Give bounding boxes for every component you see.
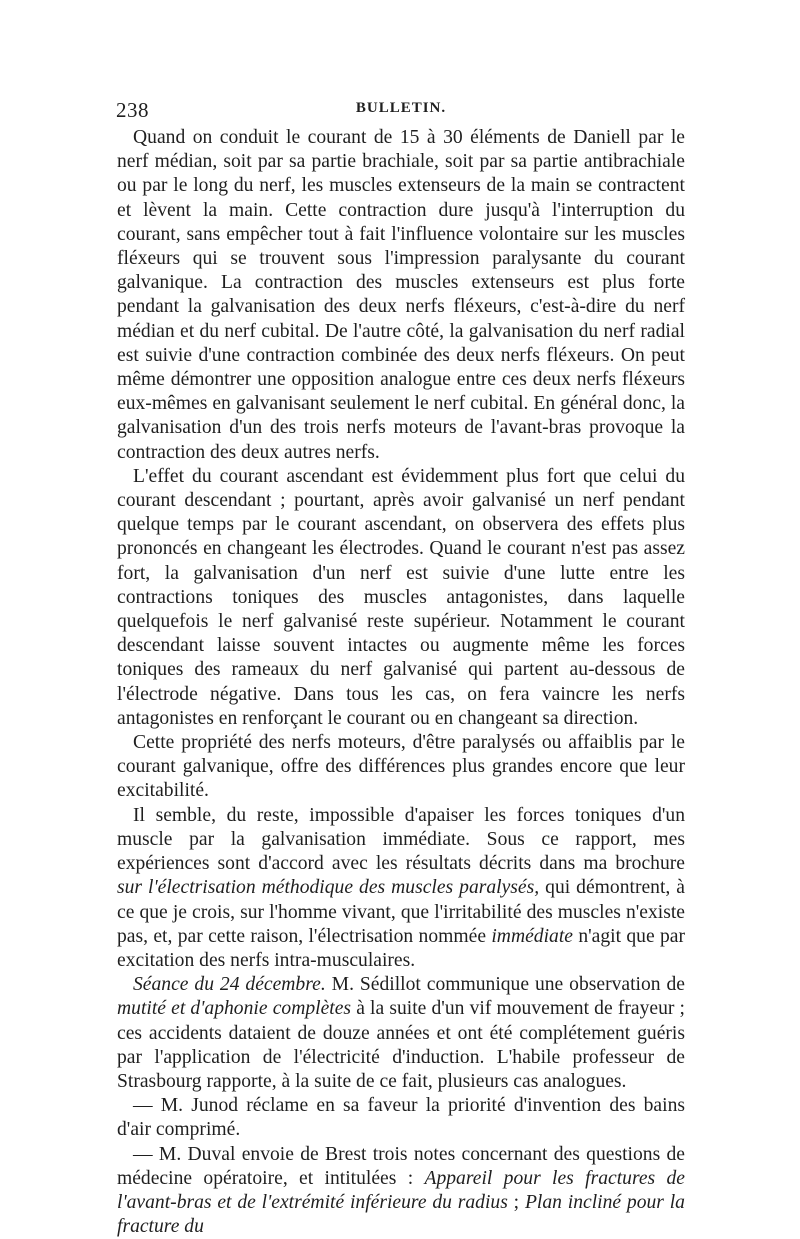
emphasis-term: mutité et d'aphonie complètes [117,998,352,1020]
running-head: BULLETIN. [355,100,447,116]
paragraph-propriete-nerfs: Cette propriété des nerfs moteurs, d'être paralysés ou affaiblis par le courant galvanique, offre des différences plus grandes encore que leur excitabilité. [117,732,685,802]
paragraph-text-segment: — M. Duval envoie de Brest trois notes concernant des questions de médecine opératoire, et intitulées : [117,1143,685,1189]
paragraph-text-segment: qui démontrent, à ce que je crois, sur l'homme vivant, que l'irritabilité des muscles n'existe pas, et, par cette raison, l'électrisation nommée [117,877,685,947]
paragraph-text-segment: ; [507,1191,525,1213]
page-number: 238 [116,98,149,122]
paragraph-junod: — M. Junod réclame en sa faveur la priorité d'invention des bains d'air comprimé. [117,1095,685,1141]
note-title: Plan incliné pour la fracture du [117,1191,685,1238]
paragraph-text-segment: Il semble, du reste, impossible d'apaiser les forces toniques d'un muscle par la galvanisation immédiate. Sous ce rapport, mes expériences sont d'accord avec les résultats décrits dans ma brochure [117,804,685,875]
paragraph-galvanisation-nerfs: Quand on conduit le courant de 15 à 30 éléments de Daniell par le nerf médian, soit par sa partie brachiale, soit par sa partie antibrachiale ou par le long du nerf, les muscles extenseurs de la main se contractent et lèvent la main. Cette contraction dure jusqu'à l'interruption du courant, sans empêcher tout à fait l'influence volontaire sur les muscles fléxeurs qui se trouvent sous l'impression paralysante du courant galvanique. La contraction des muscles extenseurs est plus forte pendant la galvanisation des deux nerfs fléxeurs, c'est-à-dire du nerf médian et du nerf cubital. De l'autre côté, la galvanisation du nerf radial est suivie d'une contraction combinée des deux nerfs fléxeurs. On peut même démontrer une opposition analogue entre ces deux nerfs fléxeurs eux-mêmes en galvanisant seulement le nerf cubital. En général donc, la galvanisation d'un des trois nerfs moteurs de l'avant-bras provoque la contraction des deux autres nerfs. [117,127,685,463]
emphasis-term: immédiate [491,925,573,947]
paragraph-forces-toniques [117,804,685,973]
body-text [117,126,685,1239]
paragraph-seance [117,973,685,1094]
paragraph-text-segment: à la suite d'un vif mouvement de frayeur ; ces accidents dataient de douze années et ont été complétement guéris par l'application de l'électricité d'induction. L'habile professeur de Strasbourg rapporte, à la suite de ce fait, plusieurs cas analogues. [117,998,685,1092]
brochure-title: sur l'électrisation méthodique des muscles paralysés, [117,877,540,899]
paragraph-duval [117,1143,685,1239]
session-date: Séance du 24 décembre. [133,974,326,996]
note-title: Appareil pour les fractures de l'avant-bras et de l'extrémité inférieure du radius [117,1167,685,1213]
page-header [116,98,686,124]
paragraph-text-segment: M. Sédillot communique une observation de [325,974,685,996]
paragraph-courant-ascendant: L'effet du courant ascendant est évidemment plus fort que celui du courant descendant ; pourtant, après avoir galvanisé un nerf pendant quelque temps par le courant ascendant, on observera des effets plus prononcés en changeant les électrodes. Quand le courant n'est pas assez fort, la galvanisation d'un nerf est suivie d'une lutte entre les contractions toniques des muscles antagonistes, dans laquelle quelquefois le nerf galvanisé reste supérieur. Notamment le courant descendant laisse souvent intactes ou augmente même les forces toniques des rameaux du nerf galvanisé qui partent au-dessous de l'électrode négative. Dans tous les cas, on fera vaincre les nerfs antagonistes en renforçant le courant ou en changeant sa direction. [117,465,685,729]
paragraph-text-segment: n'agit que par excitation des nerfs intra-musculaires. [117,925,685,971]
